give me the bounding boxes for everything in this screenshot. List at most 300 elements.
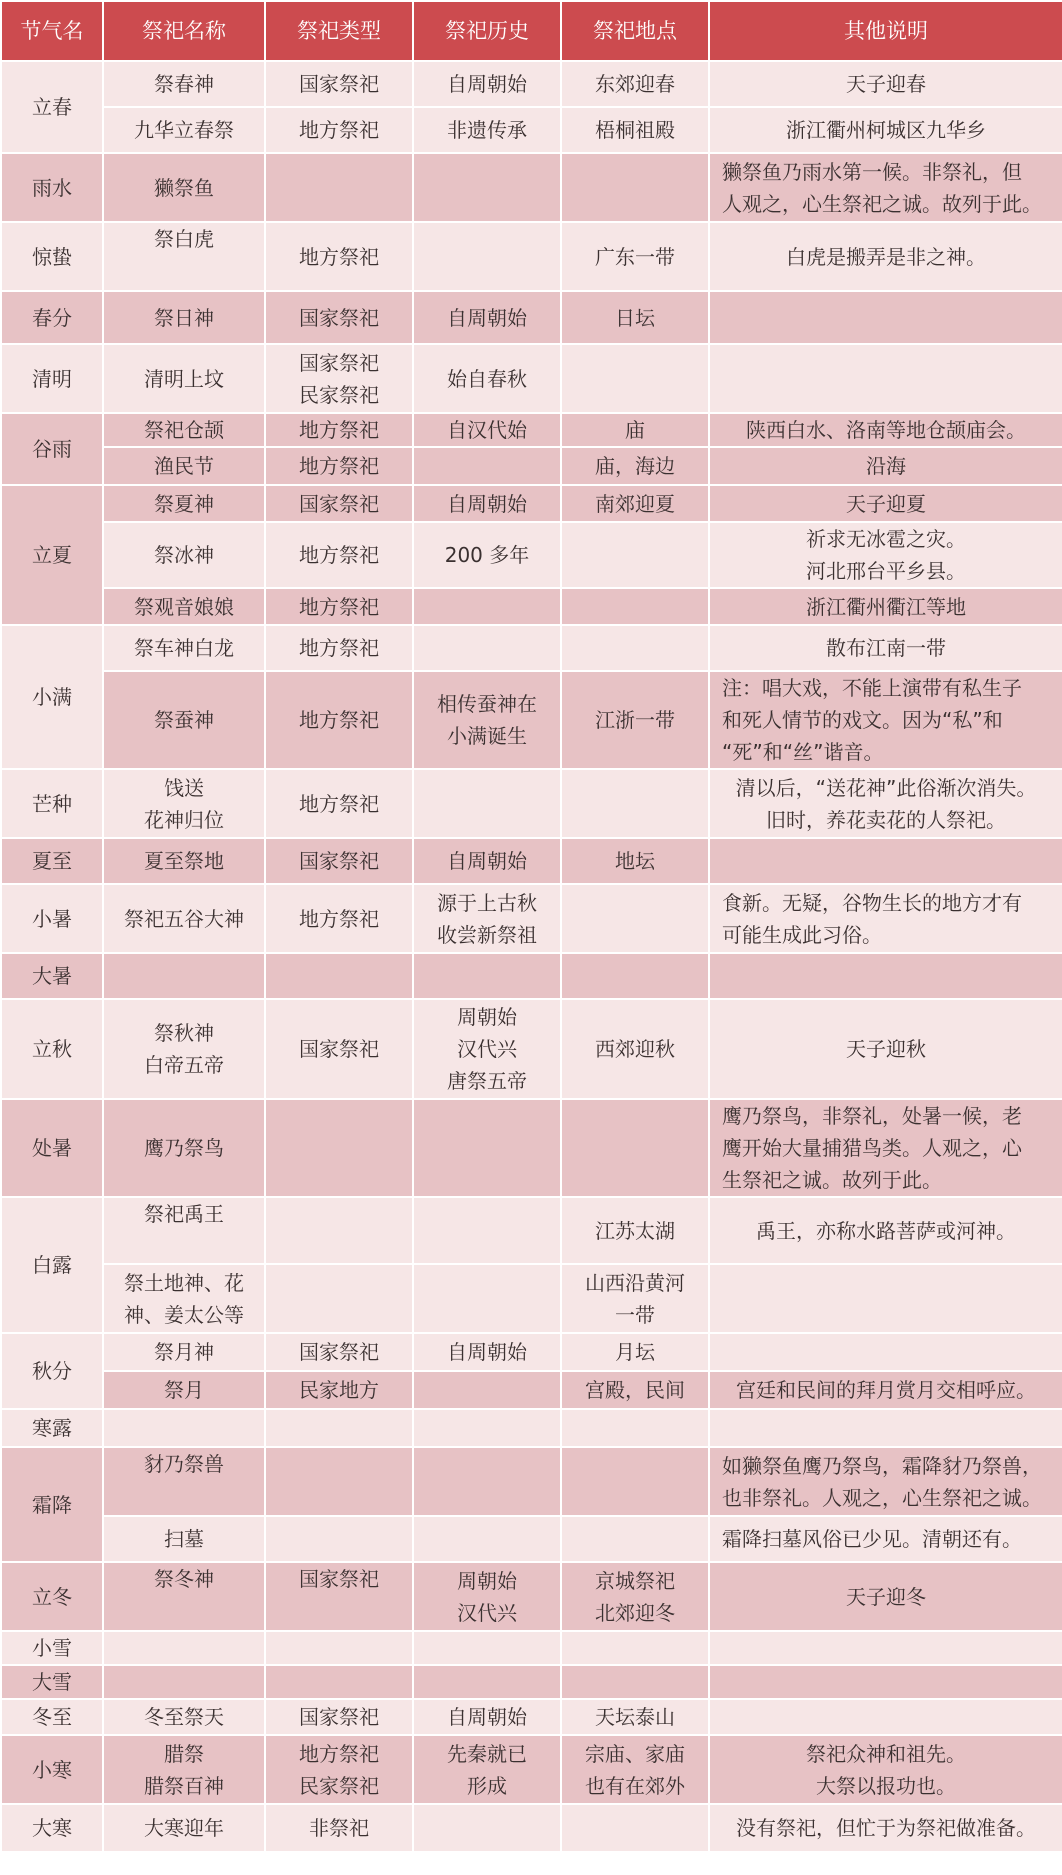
cell-ritual-location (561, 1562, 709, 1631)
cell-ritual-type (265, 1665, 413, 1699)
cell-ritual-name (103, 1631, 265, 1665)
cell-ritual-name (103, 107, 265, 153)
cell-ritual-name (103, 1099, 265, 1197)
cell-text-line: 禹王，亦称水路菩萨或河神。 (756, 1218, 1016, 1243)
cell-ritual-history (413, 1447, 561, 1516)
cell-text-line: 自周朝始 (447, 491, 527, 516)
table-row (1, 1197, 1062, 1264)
table-row (1, 344, 1062, 413)
cell-ritual-history (413, 999, 561, 1099)
cell-text-line: 冬至祭天 (144, 1705, 224, 1729)
cell-text-line: 国家祭祀 (299, 305, 379, 330)
table-row (1, 1665, 1062, 1699)
cell-text-line: 散布江南一带 (826, 636, 946, 660)
cell-text-line: 腊祭百神 (144, 1773, 224, 1798)
cell-text-line: 周朝始 (457, 1005, 517, 1029)
cell-ritual-location (561, 153, 709, 222)
cell-text-line: 祭祀五谷大神 (124, 906, 244, 931)
cell-notes (709, 153, 1062, 222)
cell-ritual-type (265, 999, 413, 1099)
cell-ritual-type (265, 1197, 413, 1264)
cell-text-line: 獭祭鱼乃雨水第一候。非祭礼，但 (722, 159, 1022, 184)
cell-ritual-location (561, 1447, 709, 1516)
cell-ritual-name (103, 291, 265, 344)
cell-ritual-history (413, 1562, 561, 1631)
table-row (1, 884, 1062, 953)
cell-text-line: 祭日神 (154, 305, 214, 330)
cell-ritual-name (103, 485, 265, 522)
cell-notes (709, 1516, 1062, 1562)
cell-ritual-type (265, 1804, 413, 1852)
column-header-notes: 其他说明 (709, 1, 1062, 61)
cell-term: 夏至 (1, 838, 103, 884)
cell-ritual-history (413, 588, 561, 625)
cell-ritual-name (103, 1735, 265, 1804)
cell-ritual-name (103, 153, 265, 222)
cell-text-line: 也非祭礼。人观之，心生祭祀之诚。 (722, 1485, 1042, 1510)
cell-ritual-type (265, 1371, 413, 1409)
cell-text-line: 鹰开始大量捕猎鸟类。人观之，心 (722, 1136, 1022, 1160)
cell-text-line: 白帝五帝 (144, 1053, 224, 1077)
cell-ritual-name (103, 61, 265, 107)
cell-text-line: 神、姜太公等 (124, 1302, 244, 1327)
cell-notes (709, 485, 1062, 522)
cell-ritual-name (103, 1665, 265, 1699)
cell-notes (709, 1197, 1062, 1264)
cell-text-line: 鹰乃祭鸟 (144, 1136, 224, 1160)
cell-ritual-history (413, 1665, 561, 1699)
cell-text-line: 大寒迎年 (144, 1816, 224, 1840)
cell-term: 寒露 (1, 1409, 103, 1447)
cell-notes (709, 588, 1062, 625)
cell-ritual-location (561, 222, 709, 291)
cell-text-line: 清明上坟 (144, 366, 224, 391)
cell-ritual-type (265, 884, 413, 953)
cell-ritual-type (265, 447, 413, 485)
cell-text-line: 旧时，养花卖花的人祭祀。 (766, 807, 1006, 832)
cell-text-line: 山西沿黄河 (585, 1270, 685, 1295)
cell-ritual-location (561, 884, 709, 953)
cell-ritual-type (265, 1562, 413, 1631)
cell-ritual-history (413, 1099, 561, 1197)
cell-ritual-location (561, 999, 709, 1099)
table-body (1, 61, 1062, 1852)
cell-ritual-type (265, 413, 413, 447)
cell-ritual-history (413, 769, 561, 838)
cell-text-line: 九华立春祭 (134, 118, 234, 142)
cell-ritual-history (413, 1631, 561, 1665)
cell-text-line: 夏至祭地 (144, 849, 224, 873)
cell-text-line: 广东一带 (595, 244, 675, 269)
cell-text-line: 也有在郊外 (585, 1773, 685, 1798)
cell-text-line: 大祭以报功也。 (816, 1773, 956, 1798)
cell-text-line: 祈求无冰雹之灾。 (806, 527, 966, 551)
cell-text-line: 梧桐祖殿 (595, 118, 675, 142)
cell-term: 大寒 (1, 1804, 103, 1852)
table-row (1, 671, 1062, 769)
cell-notes (709, 1333, 1062, 1371)
cell-notes (709, 291, 1062, 344)
cell-text-line: 天子迎夏 (846, 491, 926, 516)
cell-term: 大暑 (1, 953, 103, 999)
cell-ritual-name (103, 1699, 265, 1735)
cell-text-line: 祭祀禹王 (144, 1202, 224, 1226)
cell-ritual-location (561, 838, 709, 884)
cell-term: 清明 (1, 344, 103, 413)
cell-text-line: 非遗传承 (447, 118, 527, 142)
cell-ritual-name (103, 447, 265, 485)
cell-ritual-name (103, 953, 265, 999)
cell-text-line: 源于上古秋 (437, 890, 537, 915)
column-header-ritual-name: 祭祀名称 (103, 1, 265, 61)
cell-text-line: 祭冬神 (154, 1567, 214, 1591)
cell-notes (709, 769, 1062, 838)
cell-text-line: 祭秋神 (154, 1021, 214, 1045)
cell-ritual-type (265, 1631, 413, 1665)
cell-notes (709, 671, 1062, 769)
cell-notes (709, 447, 1062, 485)
cell-ritual-history (413, 1735, 561, 1804)
cell-text-line: 天子迎秋 (846, 1037, 926, 1061)
cell-term: 谷雨 (1, 413, 103, 485)
cell-text-line: 自汉代始 (447, 418, 527, 442)
table-row (1, 447, 1062, 485)
cell-text-line: 天子迎冬 (846, 1584, 926, 1609)
table-row (1, 291, 1062, 344)
cell-ritual-location (561, 61, 709, 107)
cell-text-line: 国家祭祀 (299, 1705, 379, 1729)
cell-text-line: 花神归位 (144, 807, 224, 832)
cell-notes (709, 1447, 1062, 1516)
cell-ritual-location (561, 1409, 709, 1447)
cell-ritual-type (265, 1409, 413, 1447)
cell-text-line: 形成 (467, 1773, 507, 1798)
cell-text-line: 鹰乃祭鸟，非祭礼，处暑一候，老 (722, 1104, 1022, 1128)
table-row (1, 61, 1062, 107)
cell-ritual-location (561, 1804, 709, 1852)
cell-ritual-location (561, 1099, 709, 1197)
table-row (1, 1562, 1062, 1631)
cell-text-line: 地方祭祀 (299, 543, 379, 567)
cell-ritual-location (561, 1516, 709, 1562)
cell-ritual-history (413, 485, 561, 522)
column-header-ritual-history: 祭祀历史 (413, 1, 561, 61)
cell-ritual-history (413, 1409, 561, 1447)
cell-text-line: 自周朝始 (447, 72, 527, 96)
cell-text-line: 自周朝始 (447, 1705, 527, 1729)
cell-ritual-history (413, 61, 561, 107)
cell-ritual-type (265, 1516, 413, 1562)
cell-text-line: 河北邢台平乡县。 (806, 559, 966, 583)
cell-text-line: 周朝始 (457, 1568, 517, 1593)
cell-text-line: 祭蚕神 (154, 708, 214, 732)
cell-notes (709, 1562, 1062, 1631)
cell-text-line: 地方祭祀 (299, 418, 379, 442)
cell-text-line: 霜降扫墓风俗已少见。清朝还有。 (722, 1527, 1022, 1551)
cell-text-line: 200 多年 (444, 543, 530, 567)
table-row (1, 999, 1062, 1099)
cell-ritual-history (413, 222, 561, 291)
cell-ritual-location (561, 625, 709, 671)
cell-text-line: 饯送 (164, 775, 204, 800)
cell-notes (709, 1735, 1062, 1804)
cell-ritual-name (103, 999, 265, 1099)
cell-text-line: 扫墓 (164, 1527, 204, 1551)
cell-notes (709, 1099, 1062, 1197)
cell-ritual-name (103, 625, 265, 671)
cell-ritual-type (265, 107, 413, 153)
cell-ritual-location (561, 1264, 709, 1333)
cell-text-line: 西郊迎秋 (595, 1037, 675, 1061)
cell-ritual-name (103, 1333, 265, 1371)
cell-ritual-type (265, 153, 413, 222)
cell-ritual-history (413, 107, 561, 153)
cell-text-line: 地方祭祀 (299, 1741, 379, 1766)
cell-text-line: 相传蚕神在 (437, 692, 537, 716)
cell-ritual-location (561, 344, 709, 413)
cell-ritual-history (413, 522, 561, 588)
cell-text-line: 陕西白水、洛南等地仓颉庙会。 (746, 418, 1026, 442)
cell-ritual-name (103, 222, 265, 291)
cell-ritual-history (413, 153, 561, 222)
table-row (1, 1371, 1062, 1409)
cell-text-line: 京城祭祀 (595, 1568, 675, 1593)
cell-text-line: 没有祭祀，但忙于为祭祀做准备。 (736, 1816, 1036, 1840)
cell-ritual-history (413, 838, 561, 884)
table-row (1, 1735, 1062, 1804)
cell-text-line: 祭月 (164, 1378, 204, 1402)
cell-notes (709, 522, 1062, 588)
cell-ritual-history (413, 1516, 561, 1562)
table-row (1, 1804, 1062, 1852)
cell-text-line: 国家祭祀 (299, 1340, 379, 1364)
cell-text-line: 国家祭祀 (299, 350, 379, 375)
cell-ritual-type (265, 1333, 413, 1371)
cell-ritual-type (265, 1447, 413, 1516)
table-row (1, 953, 1062, 999)
cell-text-line: 北郊迎冬 (595, 1600, 675, 1625)
cell-text-line: 地方祭祀 (299, 454, 379, 478)
cell-text-line: 如獭祭鱼鹰乃祭鸟，霜降豺乃祭兽， (722, 1453, 1042, 1478)
cell-text-line: 民家祭祀 (299, 382, 379, 407)
table-row (1, 153, 1062, 222)
cell-notes (709, 1264, 1062, 1333)
cell-ritual-name (103, 1409, 265, 1447)
cell-notes (709, 838, 1062, 884)
cell-notes (709, 1699, 1062, 1735)
cell-ritual-name (103, 1562, 265, 1631)
cell-term: 小暑 (1, 884, 103, 953)
cell-ritual-type (265, 1264, 413, 1333)
cell-text-line: 收尝新祭祖 (437, 922, 537, 947)
cell-text-line: 汉代兴 (457, 1600, 517, 1625)
cell-text-line: 和死人情节的戏文。因为“私”和 (722, 708, 1003, 732)
header-row (1, 1, 1062, 61)
cell-text-line: 地方祭祀 (299, 791, 379, 816)
cell-text-line: 月坛 (615, 1340, 655, 1364)
cell-text-line: 祭月神 (154, 1340, 214, 1364)
cell-text-line: 日坛 (615, 305, 655, 330)
cell-notes (709, 413, 1062, 447)
cell-ritual-name (103, 884, 265, 953)
cell-ritual-location (561, 107, 709, 153)
cell-ritual-type (265, 291, 413, 344)
cell-text-line: 地方祭祀 (299, 708, 379, 732)
cell-text-line: “死”和“丝”谐音。 (722, 740, 884, 764)
table-row (1, 838, 1062, 884)
cell-ritual-location (561, 522, 709, 588)
cell-text-line: 民家地方 (299, 1378, 379, 1402)
cell-ritual-history (413, 953, 561, 999)
cell-ritual-location (561, 953, 709, 999)
cell-ritual-name (103, 522, 265, 588)
cell-ritual-name (103, 671, 265, 769)
cell-text-line: 宗庙、家庙 (585, 1741, 685, 1766)
cell-text-line: 地坛 (615, 849, 655, 873)
cell-text-line: 国家祭祀 (299, 1567, 379, 1591)
cell-ritual-history (413, 447, 561, 485)
table-row (1, 1516, 1062, 1562)
cell-notes (709, 107, 1062, 153)
cell-ritual-type (265, 1099, 413, 1197)
cell-ritual-history (413, 1371, 561, 1409)
cell-ritual-location (561, 447, 709, 485)
cell-text-line: 地方祭祀 (299, 118, 379, 142)
table-row (1, 522, 1062, 588)
column-header-term: 节气名 (1, 1, 103, 61)
cell-ritual-type (265, 522, 413, 588)
table-row (1, 769, 1062, 838)
cell-ritual-history (413, 884, 561, 953)
cell-text-line: 人观之，心生祭祀之诚。故列于此。 (722, 191, 1042, 216)
cell-text-line: 地方祭祀 (299, 244, 379, 269)
cell-ritual-name (103, 1804, 265, 1852)
cell-notes (709, 222, 1062, 291)
cell-text-line: 渔民节 (154, 454, 214, 478)
cell-text-line: 非祭祀 (309, 1816, 369, 1840)
cell-ritual-type (265, 625, 413, 671)
cell-ritual-history (413, 1197, 561, 1264)
cell-ritual-type (265, 61, 413, 107)
cell-term: 春分 (1, 291, 103, 344)
cell-term: 霜降 (1, 1447, 103, 1562)
cell-text-line: 小满诞生 (447, 724, 527, 748)
cell-ritual-history (413, 1699, 561, 1735)
cell-ritual-type (265, 1699, 413, 1735)
cell-ritual-name (103, 1516, 265, 1562)
table-row (1, 485, 1062, 522)
cell-ritual-history (413, 625, 561, 671)
table-row (1, 413, 1062, 447)
cell-notes (709, 344, 1062, 413)
cell-text-line: 自周朝始 (447, 849, 527, 873)
cell-text-line: 民家祭祀 (299, 1773, 379, 1798)
cell-text-line: 祭夏神 (154, 491, 214, 516)
table-row (1, 1333, 1062, 1371)
cell-notes (709, 999, 1062, 1099)
cell-term: 冬至 (1, 1699, 103, 1735)
cell-ritual-type (265, 769, 413, 838)
cell-text-line: 祭春神 (154, 72, 214, 96)
cell-term: 白露 (1, 1197, 103, 1333)
cell-text-line: 祭祀众神和祖先。 (806, 1741, 966, 1766)
cell-text-line: 地方祭祀 (299, 906, 379, 931)
cell-text-line: 宫殿，民间 (585, 1378, 685, 1402)
cell-term: 处暑 (1, 1099, 103, 1197)
cell-text-line: 浙江衢州柯城区九华乡 (786, 118, 986, 142)
cell-text-line: 腊祭 (164, 1741, 204, 1766)
cell-text-line: 祭观音娘娘 (134, 594, 234, 619)
cell-text-line: 国家祭祀 (299, 1037, 379, 1061)
cell-text-line: 汉代兴 (457, 1037, 517, 1061)
cell-text-line: 庙 (625, 418, 645, 442)
cell-ritual-history (413, 671, 561, 769)
cell-ritual-name (103, 1447, 265, 1516)
cell-ritual-name (103, 769, 265, 838)
cell-text-line: 始自春秋 (447, 366, 527, 391)
cell-ritual-location (561, 1333, 709, 1371)
cell-text-line: 国家祭祀 (299, 849, 379, 873)
cell-text-line: 天子迎春 (846, 72, 926, 96)
cell-text-line: 唐祭五帝 (447, 1069, 527, 1093)
cell-notes (709, 1371, 1062, 1409)
cell-ritual-location (561, 1735, 709, 1804)
table-row (1, 625, 1062, 671)
cell-text-line: 天坛泰山 (595, 1705, 675, 1729)
cell-ritual-location (561, 769, 709, 838)
cell-notes (709, 625, 1062, 671)
cell-text-line: 祭车神白龙 (134, 636, 234, 660)
cell-ritual-location (561, 588, 709, 625)
cell-ritual-name (103, 413, 265, 447)
cell-term: 芒种 (1, 769, 103, 838)
table-row (1, 222, 1062, 291)
cell-text-line: 宫廷和民间的拜月赏月交相呼应。 (736, 1378, 1036, 1402)
table-row (1, 1099, 1062, 1197)
cell-text-line: 浙江衢州衢江等地 (806, 594, 966, 619)
cell-ritual-location (561, 1699, 709, 1735)
cell-term: 立秋 (1, 999, 103, 1099)
cell-term: 小寒 (1, 1735, 103, 1804)
cell-notes (709, 884, 1062, 953)
cell-ritual-location (561, 1371, 709, 1409)
cell-text-line: 地方祭祀 (299, 636, 379, 660)
cell-term: 立春 (1, 61, 103, 153)
cell-ritual-location (561, 1197, 709, 1264)
cell-ritual-name (103, 1371, 265, 1409)
cell-text-line: 自周朝始 (447, 1340, 527, 1364)
cell-text-line: 食新。无疑，谷物生长的地方才有 (722, 890, 1022, 915)
table-row (1, 1264, 1062, 1333)
cell-text-line: 地方祭祀 (299, 594, 379, 619)
cell-text-line: 祭冰神 (154, 543, 214, 567)
cell-text-line: 先秦就已 (447, 1741, 527, 1766)
cell-ritual-location (561, 413, 709, 447)
column-header-ritual-location: 祭祀地点 (561, 1, 709, 61)
cell-notes (709, 1631, 1062, 1665)
cell-term: 小雪 (1, 1631, 103, 1665)
cell-ritual-type (265, 485, 413, 522)
cell-text-line: 东郊迎春 (595, 72, 675, 96)
cell-term: 小满 (1, 625, 103, 769)
cell-text-line: 獭祭鱼 (154, 175, 214, 200)
cell-notes (709, 1804, 1062, 1852)
cell-text-line: 一带 (615, 1302, 655, 1327)
cell-ritual-type (265, 838, 413, 884)
cell-term: 大雪 (1, 1665, 103, 1699)
cell-ritual-type (265, 1735, 413, 1804)
cell-text-line: 清以后，“送花神”此俗渐次消失。 (735, 775, 1037, 800)
